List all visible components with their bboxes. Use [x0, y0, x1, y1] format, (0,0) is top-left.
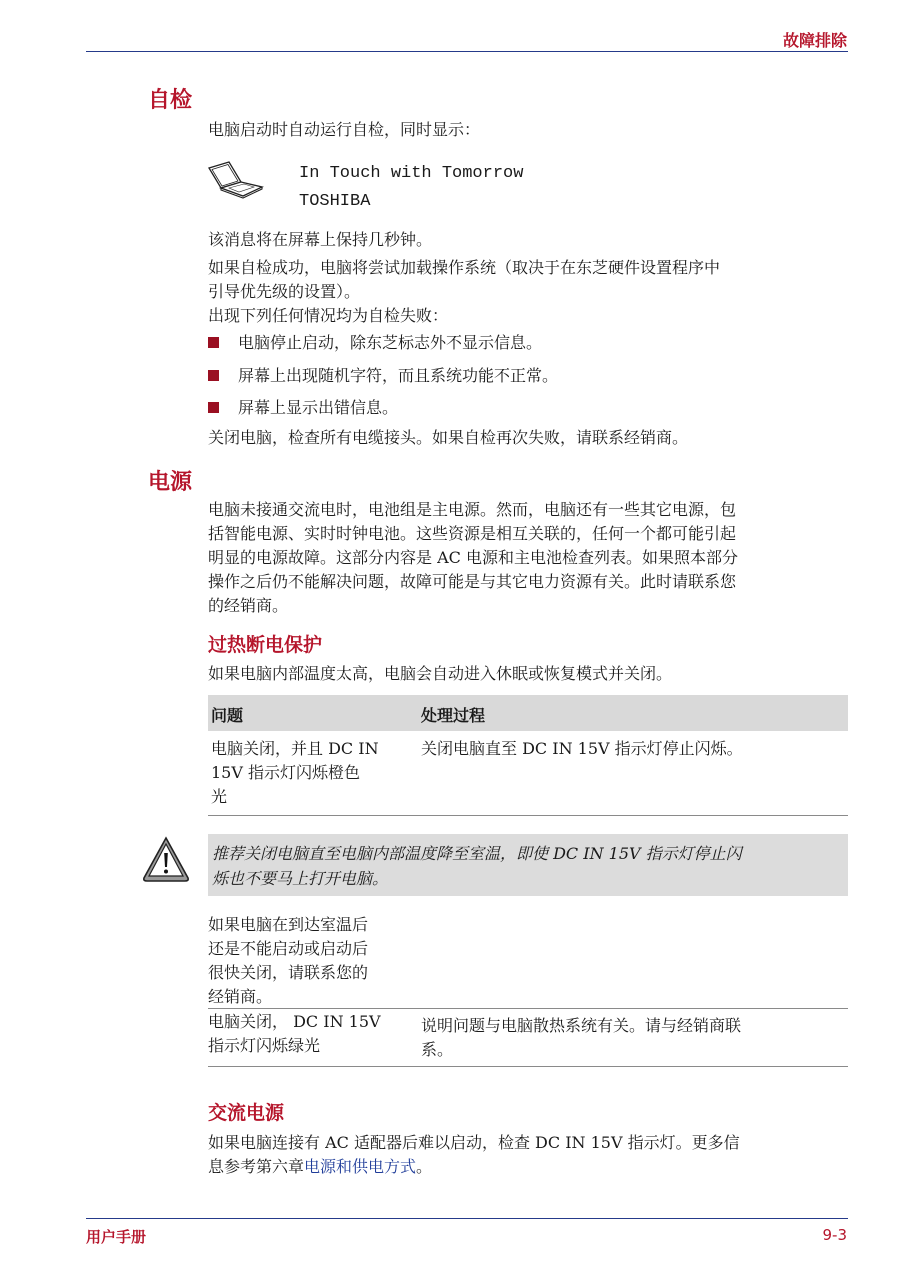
- heading-overheat: 过热断电保护: [208, 634, 323, 656]
- row2-problem: 电脑关闭， DC IN 15V 指示灯闪烁绿光: [208, 1012, 381, 1055]
- footer-page-number: 9-3: [822, 1226, 847, 1244]
- column-header-procedure: 处理过程: [421, 706, 486, 725]
- power-paragraph: 电脑未接通交流电时，电池组是主电源。然而，电脑还有一些其它电源，包 括智能电源、实时时钟电池。这些资源是相互关联的，任何一个都可能引起 明显的电源故障。这部分内容是 AC 电源和主电池检查列表。如果照本部分 操作之后仍不能解决问题，故障可能是与其它电力资源有关。此时请联系您 的经销商。: [208, 500, 738, 615]
- self-test-intro: 电脑启动时自动运行自检，同时显示：: [208, 120, 481, 139]
- bullet-item: 屏幕上出现随机字符，而且系统功能不正常。: [208, 364, 558, 388]
- self-test-para-3: 出现下列任何情况均为自检失败：: [208, 306, 449, 325]
- bullet-item: 电脑停止启动，除东芝标志外不显示信息。: [208, 331, 542, 355]
- column-header-problem: 问题: [211, 706, 244, 725]
- table-header: [208, 695, 848, 731]
- bullet-square-icon: [208, 370, 219, 381]
- warning-icon: [141, 835, 191, 887]
- self-test-para-2: 如果自检成功，电脑将尝试加载操作系统（取决于在东芝硬件设置程序中 引导优先级的设置）。: [208, 258, 721, 301]
- heading-ac-power: 交流电源: [208, 1102, 285, 1124]
- bullet-square-icon: [208, 402, 219, 413]
- bullet-square-icon: [208, 337, 219, 348]
- row1-problem: 电脑关闭，并且 DC IN 15V 指示灯闪烁橙色 光: [211, 739, 379, 806]
- screen-message-line-1: In Touch with Tomorrow: [299, 164, 524, 183]
- heading-power: 电源: [148, 470, 193, 495]
- row1-procedure-continued: 如果电脑在到达室温后 还是不能启动或启动后 很快关闭，请联系您的 经销商。: [208, 915, 369, 1006]
- heading-self-test: 自检: [148, 88, 193, 113]
- bullet-item: 屏幕上显示出错信息。: [208, 396, 398, 420]
- header-rule: [86, 51, 848, 52]
- laptop-icon: [207, 160, 265, 204]
- table-rule: [208, 1066, 848, 1067]
- ac-power-paragraph: 如果电脑连接有 AC 适配器后难以启动，检查 DC IN 15V 指示灯。更多信 息参考第六章电源和供电方式。: [208, 1133, 740, 1176]
- running-header-title: 故障排除: [782, 31, 847, 50]
- overheat-intro: 如果电脑内部温度太高，电脑会自动进入休眠或恢复模式并关闭。: [208, 664, 673, 683]
- link-power-chapter[interactable]: 电源和供电方式: [304, 1157, 417, 1176]
- footer-manual-title: 用户手册: [86, 1228, 147, 1246]
- row1-procedure: 关闭电脑直至 DC IN 15V 指示灯停止闪烁。: [421, 739, 743, 758]
- screen-message-line-2: TOSHIBA: [299, 192, 371, 211]
- self-test-para-1: 该消息将在屏幕上保持几秒钟。: [208, 230, 433, 249]
- self-test-para-4: 关闭电脑，检查所有电缆接头。如果自检再次失败，请联系经销商。: [208, 428, 689, 447]
- row2-procedure: 说明问题与电脑散热系统有关。请与经销商联 系。: [421, 1016, 742, 1059]
- table-rule: [208, 815, 848, 816]
- table-rule: [208, 1008, 848, 1009]
- note-text: 推荐关闭电脑直至电脑内部温度降至室温，即使 DC IN 15V 指示灯停止闪 烁也不要马上打开电脑。: [212, 844, 742, 888]
- footer-rule: [86, 1218, 848, 1219]
